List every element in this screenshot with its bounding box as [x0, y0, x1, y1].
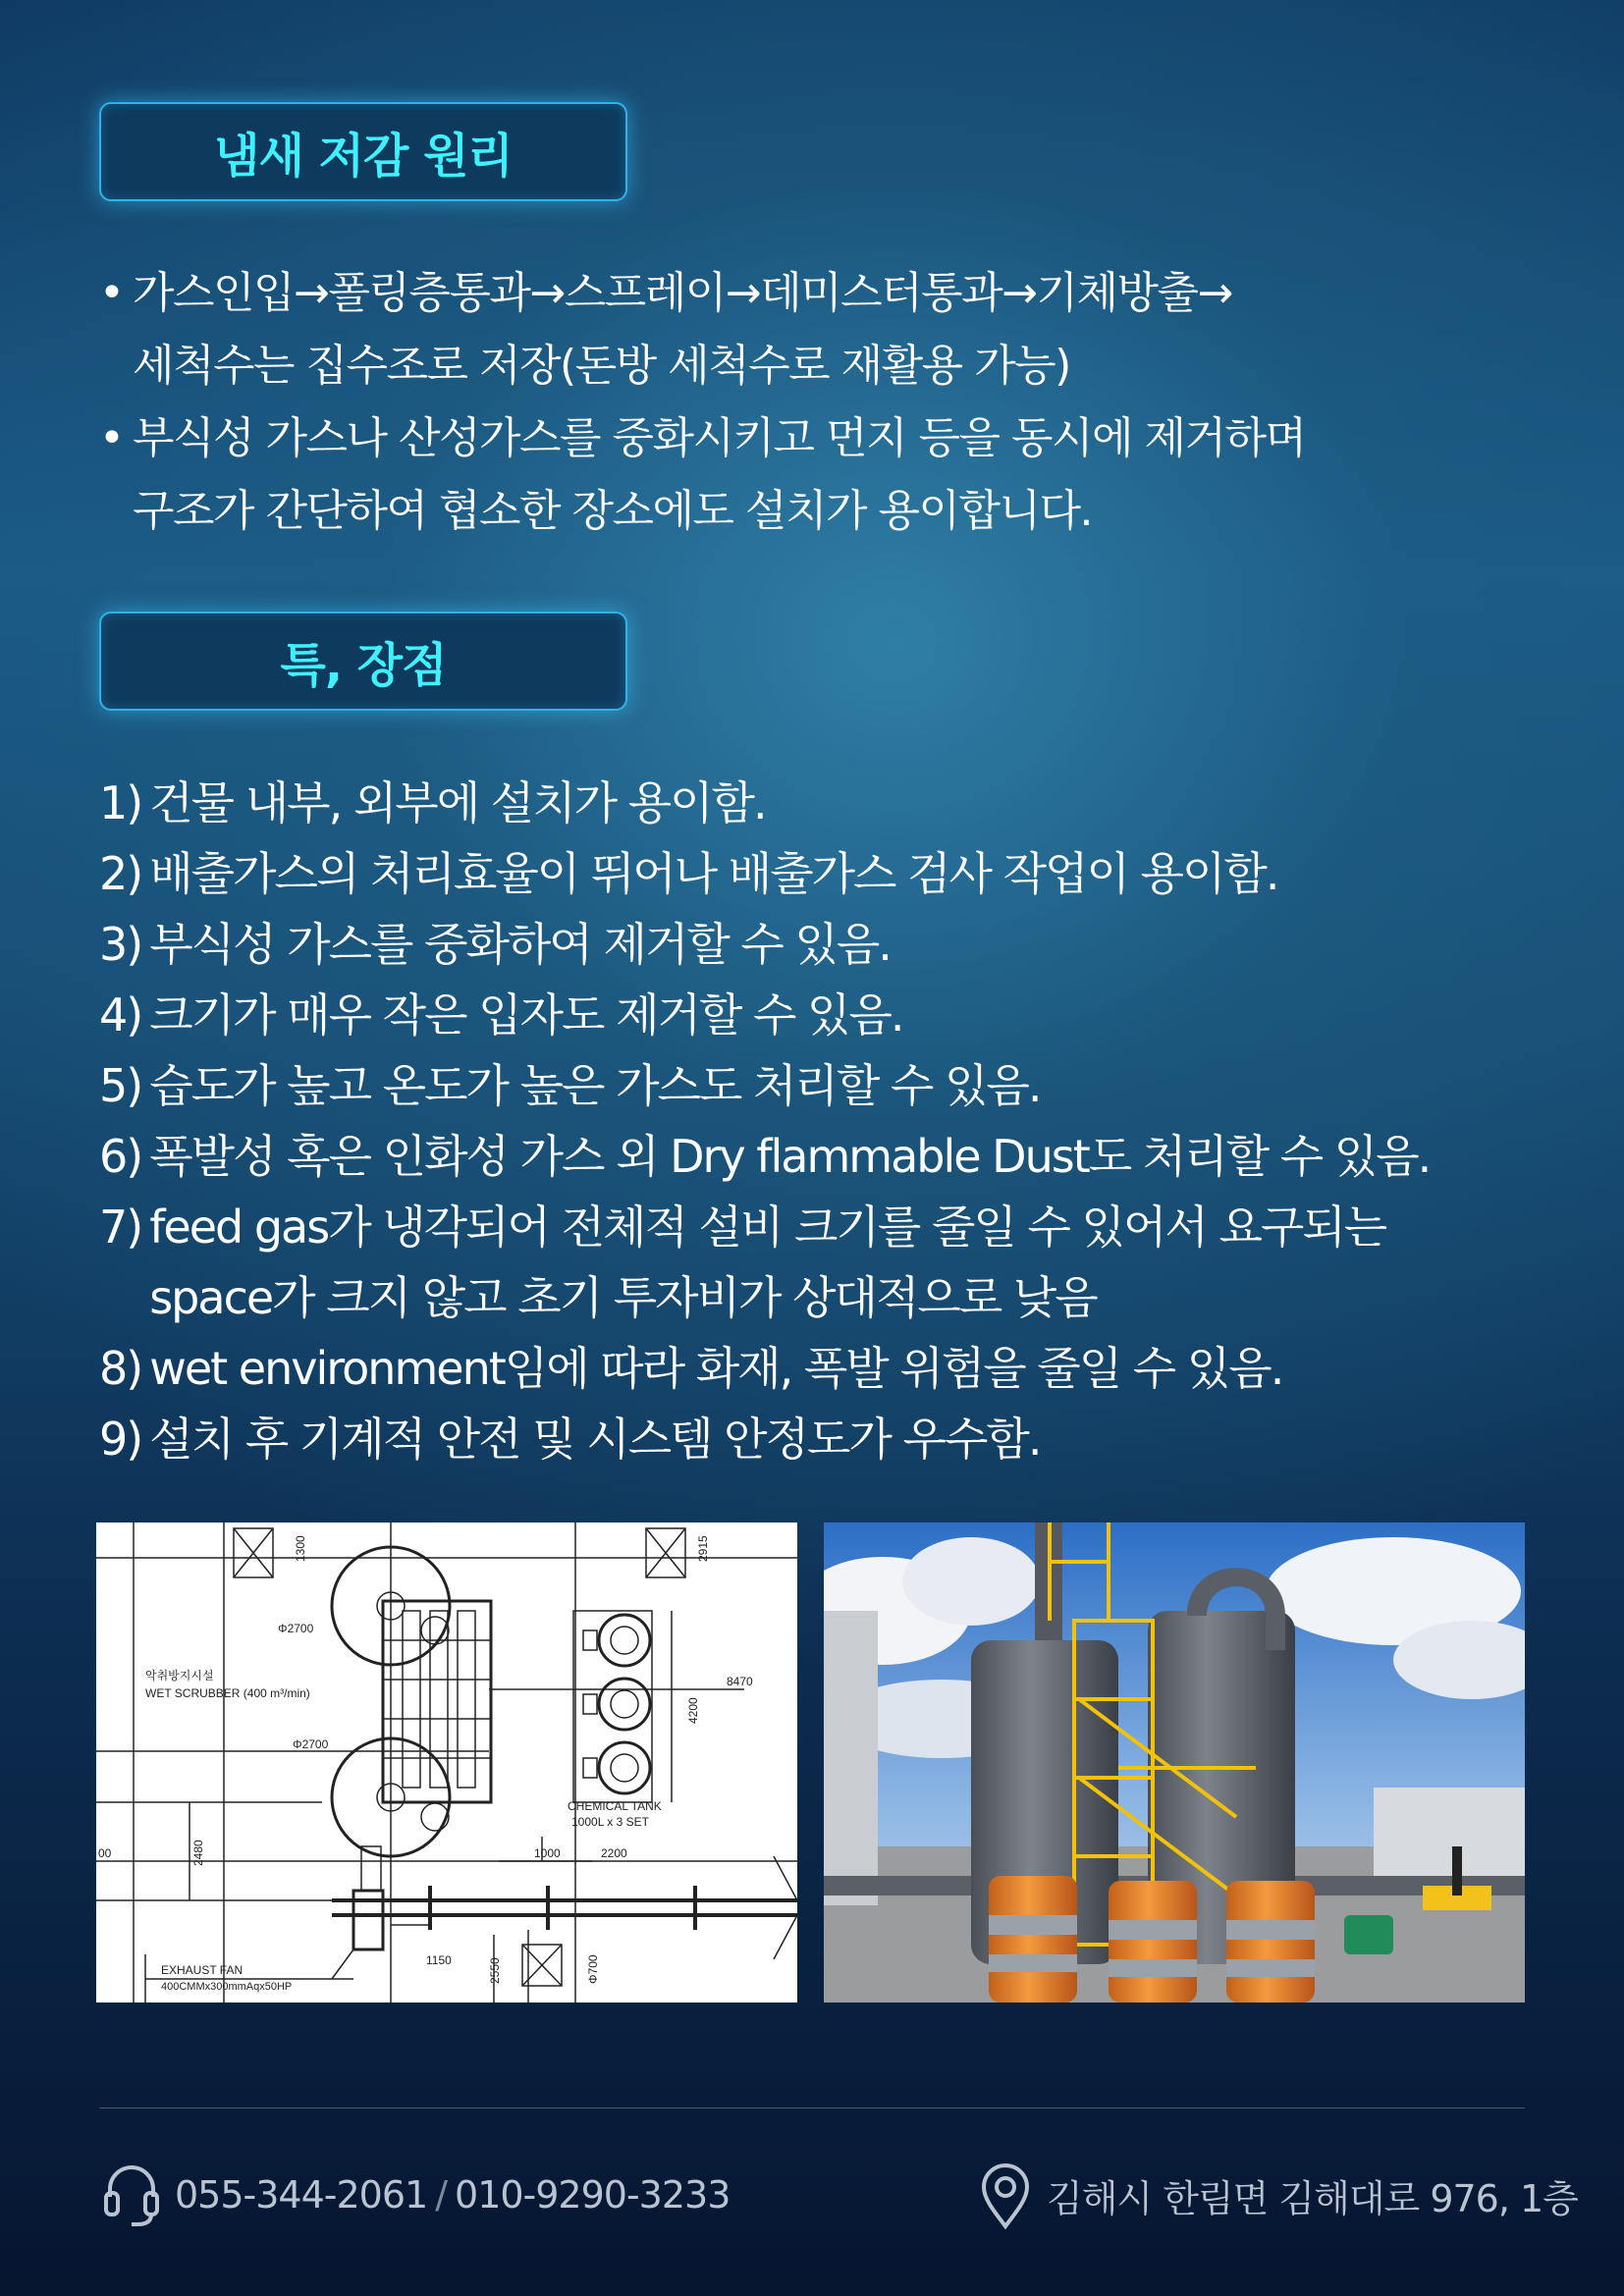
feature-item — [99, 1404, 1552, 1474]
scrubber-plant-photo — [824, 1522, 1525, 2002]
plant-svg — [824, 1522, 1525, 2002]
section-title: 냄새 저감 원리 — [214, 129, 513, 184]
drawing-label: 2480 — [191, 1840, 205, 1866]
drawing-label: 1000L x 3 SET — [571, 1815, 649, 1829]
technical-drawing-image — [96, 1522, 797, 2002]
feature-item — [99, 1050, 1552, 1121]
feature-text: 건물 내부, 외부에 설치가 용이함. — [149, 776, 766, 829]
feature-number: 1) — [99, 776, 142, 829]
section-title-badge-principle — [99, 102, 627, 201]
bullet-line: 세척수는 집수조로 저장(돈방 세척수로 재활용 가능) — [133, 341, 1070, 391]
drawing-label: 1150 — [426, 1953, 452, 1967]
feature-text: 설치 후 기계적 안전 및 시스템 안정도가 우수함. — [149, 1413, 1041, 1466]
principle-bullet-list — [99, 257, 1533, 548]
drawing-label: 악취방지시설 — [145, 1669, 214, 1682]
bullet-item — [99, 257, 1533, 402]
bullet-line: 가스인입→폴링층통과→스프레이→데미스터통과→기체방출→ — [133, 268, 1232, 318]
feature-number: 9) — [99, 1413, 142, 1466]
drawing-svg — [96, 1522, 797, 2002]
section-title-badge-features — [99, 612, 627, 711]
feature-number: 5) — [99, 1059, 142, 1112]
feature-text: 배출가스의 처리효율이 뛰어나 배출가스 검사 작업이 용이함. — [149, 847, 1278, 900]
feature-item — [99, 909, 1552, 980]
feature-item — [99, 1192, 1552, 1333]
footer-divider — [99, 2108, 1525, 2109]
drawing-label: Φ700 — [586, 1954, 600, 1984]
feature-text: 부식성 가스를 중화하여 제거할 수 있음. — [149, 918, 891, 971]
drawing-label: 2200 — [601, 1846, 627, 1860]
section-title: 특, 장점 — [280, 638, 447, 693]
feature-text: space가 크지 않고 초기 투자비가 상대적으로 낮음 — [149, 1271, 1097, 1324]
bullet-line: 부식성 가스나 산성가스를 중화시키고 먼지 등을 동시에 제거하며 — [133, 413, 1306, 463]
phone-separator: / — [435, 2173, 448, 2216]
drawing-label: 4200 — [686, 1697, 700, 1724]
bullet-line: 구조가 간단하여 협소한 장소에도 설치가 용이합니다. — [133, 486, 1093, 536]
drawing-label: CHEMICAL TANK — [568, 1799, 662, 1813]
feature-list — [99, 768, 1552, 1474]
bullet-item — [99, 402, 1533, 548]
feature-number: 3) — [99, 918, 142, 971]
bullet-dot: • — [99, 268, 124, 318]
feature-number: 4) — [99, 988, 142, 1041]
feature-text: 습도가 높고 온도가 높은 가스도 처리할 수 있음. — [149, 1059, 1041, 1112]
feature-item — [99, 768, 1552, 838]
feature-item — [99, 1333, 1552, 1404]
drawing-label: 2550 — [488, 1957, 502, 1984]
address-text: 김해시 한림면 김해대로 976, 1층 — [1047, 2176, 1578, 2220]
drawing-label: EXHAUST FAN — [161, 1963, 244, 1977]
feature-text: feed gas가 냉각되어 전체적 설비 크기를 줄일 수 있어서 요구되는 — [149, 1201, 1386, 1254]
feature-number: 7) — [99, 1201, 142, 1254]
feature-item — [99, 980, 1552, 1050]
feature-text: 크기가 매우 작은 입자도 제거할 수 있음. — [149, 988, 903, 1041]
drawing-label: WET SCRUBBER (400 m³/min) — [145, 1686, 310, 1700]
drawing-label: 400CMMx300mmAqx50HP — [161, 1981, 293, 1993]
map-pin-icon — [978, 2160, 1033, 2230]
feature-item — [99, 838, 1552, 909]
feature-number: 2) — [99, 847, 142, 900]
feature-text: wet environment임에 따라 화재, 폭발 위험을 줄일 수 있음. — [149, 1342, 1283, 1395]
drawing-label: Φ2700 — [278, 1622, 314, 1635]
phone-number-2[interactable]: 010-9290-3233 — [455, 2173, 731, 2216]
phone-number-1[interactable]: 055-344-2061 — [175, 2173, 428, 2216]
drawing-label: 1300 — [294, 1535, 307, 1562]
address-contact — [978, 2160, 1578, 2230]
feature-item — [99, 1121, 1552, 1192]
drawing-label: 1000 — [534, 1846, 561, 1860]
headset-icon — [102, 2160, 161, 2230]
drawing-label: 2915 — [696, 1535, 710, 1562]
drawing-label: 00 — [98, 1846, 112, 1860]
phone-contact — [102, 2160, 730, 2230]
bullet-dot: • — [99, 413, 124, 463]
feature-text: 폭발성 혹은 인화성 가스 외 Dry flammable Dust도 처리할 수 있음. — [149, 1130, 1431, 1183]
feature-number: 8) — [99, 1342, 142, 1395]
drawing-label: 8470 — [727, 1675, 753, 1688]
drawing-label: Φ2700 — [293, 1737, 329, 1751]
feature-number: 6) — [99, 1130, 142, 1183]
